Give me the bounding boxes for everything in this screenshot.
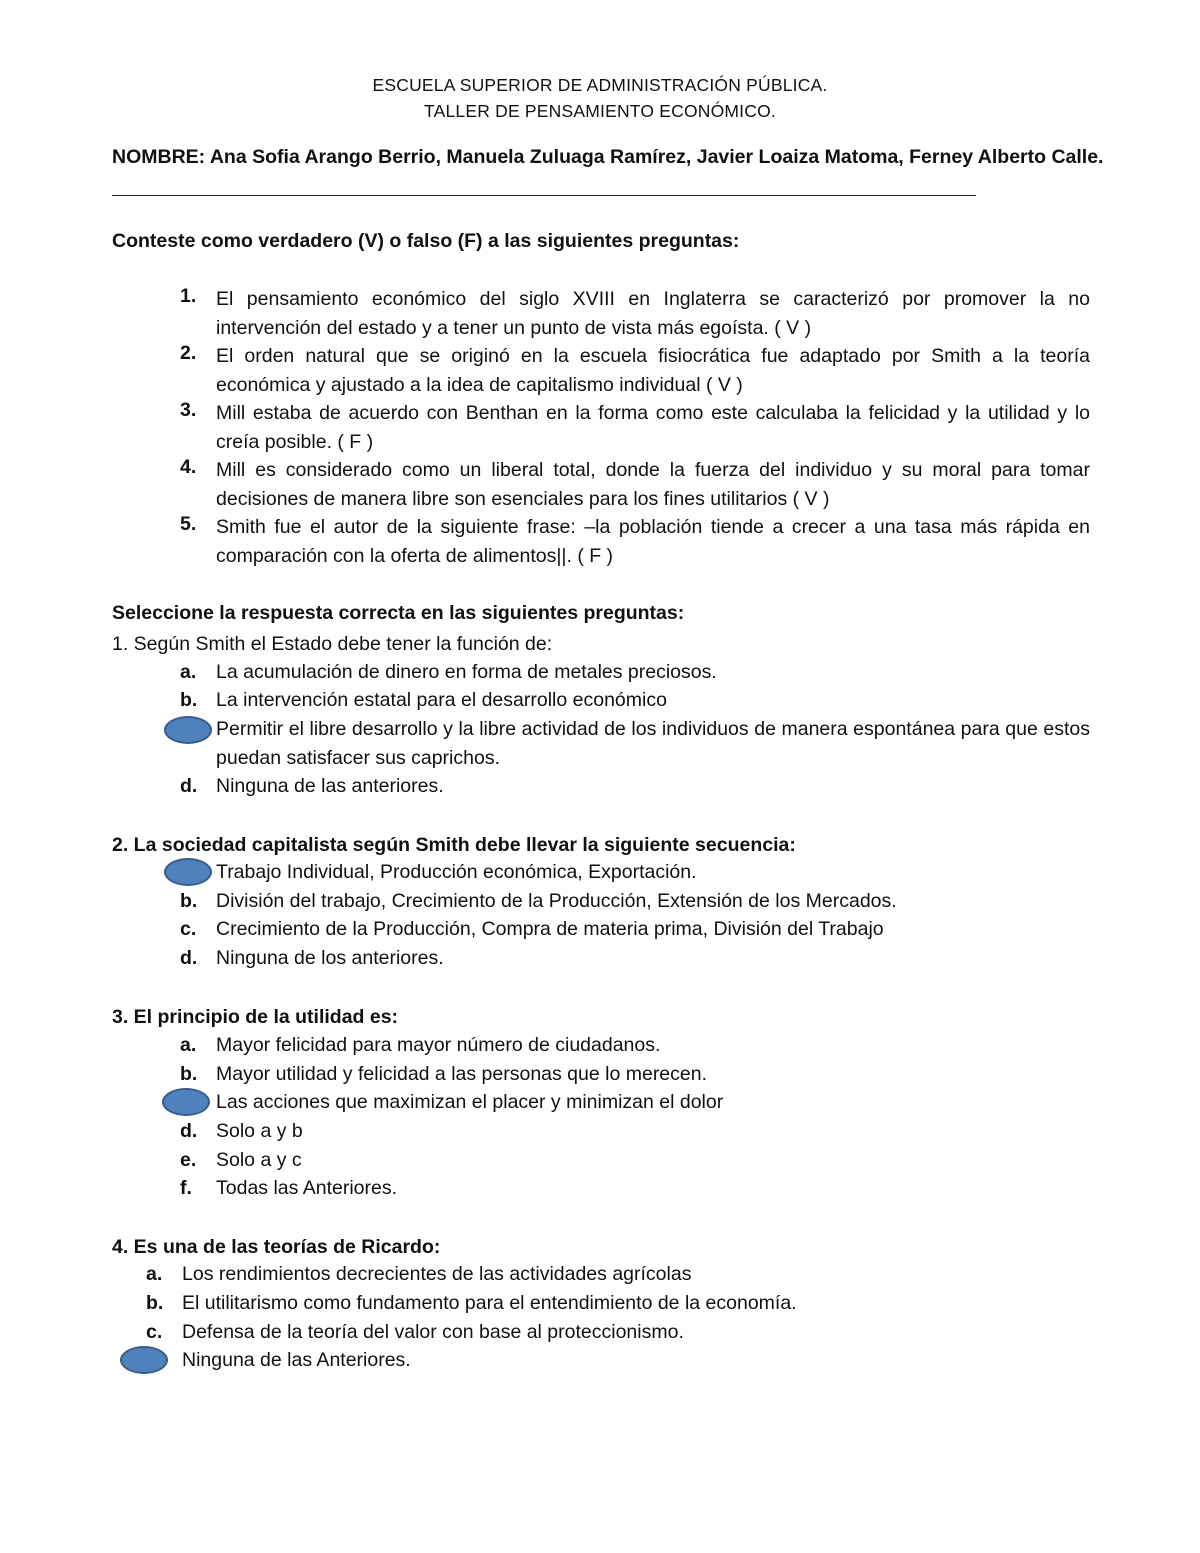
tf-item-text: El pensamiento económico del siglo XVIII en Inglaterra se caracterizó por promover la no intervención del estado y a tener un punto de vista más egoísta. ( V ) — [216, 288, 1090, 339]
option-text: Todas las Anteriores. — [216, 1177, 398, 1199]
tf-item-number: 5. — [180, 513, 197, 535]
tf-item-text: El orden natural que se originó en la escuela fisiocrática fue adaptado por Smith a la teoría económica y ajustado a la idea de capitalismo individual ( V ) — [216, 345, 1090, 396]
option-text: Mayor utilidad y felicidad a las personas que lo merecen. — [216, 1063, 708, 1085]
option-text: Crecimiento de la Producción, Compra de materia prima, División del Trabajo — [216, 918, 884, 940]
school-name: ESCUELA SUPERIOR DE ADMINISTRACIÓN PÚBLICA. — [372, 75, 828, 95]
tf-item-text: Smith fue el autor de la siguiente frase: –la población tiende a crecer a una tasa más rápida en comparación con la oferta de alimentos||. ( F ) — [216, 516, 1090, 567]
option-letter: f. — [180, 1177, 192, 1199]
tf-item-number: 4. — [180, 456, 197, 478]
tf-instruction: Conteste como verdadero (V) o falso (F) a las siguientes preguntas: — [112, 230, 740, 252]
tf-item-number: 3. — [180, 399, 197, 421]
separator-line — [112, 195, 976, 196]
option-text: Las acciones que maximizan el placer y minimizan el dolor — [216, 1091, 724, 1113]
option-letter: d. — [180, 947, 198, 969]
option-letter: b. — [180, 890, 198, 912]
tf-item — [180, 285, 1090, 342]
tf-item — [180, 456, 1090, 513]
option-letter: b. — [180, 1063, 198, 1085]
tf-item — [180, 513, 1090, 570]
answer-mark — [164, 716, 212, 744]
option-letter: c. — [146, 1321, 163, 1343]
option-letter: d. — [180, 1120, 198, 1142]
option-text: Ninguna de los anteriores. — [216, 947, 444, 969]
question-4-title: 4. Es una de las teorías de Ricardo: — [112, 1236, 441, 1258]
tf-item-text: Mill es considerado como un liberal total, donde la fuerza del individuo y su moral para tomar decisiones de manera libre son esenciales para los fines utilitarios ( V ) — [216, 459, 1090, 510]
option-letter: b. — [180, 689, 198, 711]
option-text: Trabajo Individual, Producción económica, Exportación. — [216, 861, 697, 883]
option-letter: c. — [180, 918, 197, 940]
option-text: Permitir el libre desarrollo y la libre actividad de los individuos de manera espontánea para que estos puedan satisfacer sus caprichos. — [216, 718, 1090, 769]
tf-item-text: Mill estaba de acuerdo con Benthan en la forma como este calculaba la felicidad y la utilidad y lo creía posible. ( F ) — [216, 402, 1090, 453]
option-letter: a. — [180, 1034, 197, 1056]
answer-mark — [120, 1346, 168, 1374]
student-names: NOMBRE: Ana Sofia Arango Berrio, Manuela Zuluaga Ramírez, Javier Loaiza Matoma, Ferney Alberto Calle. — [112, 146, 1104, 168]
tf-item — [180, 342, 1090, 399]
option-text: Solo a y b — [216, 1120, 303, 1142]
option-text: Ninguna de las Anteriores. — [182, 1349, 411, 1371]
workshop-title: TALLER DE PENSAMIENTO ECONÓMICO. — [424, 101, 776, 121]
answer-mark — [162, 1088, 210, 1116]
question-1-title: 1. Según Smith el Estado debe tener la función de: — [112, 633, 553, 655]
option-letter: d. — [180, 775, 198, 797]
option-letter: a. — [180, 661, 197, 683]
option-text: La intervención estatal para el desarrollo económico — [216, 689, 667, 711]
option-text: Solo a y c — [216, 1149, 302, 1171]
tf-item — [180, 399, 1090, 456]
option-text: El utilitarismo como fundamento para el entendimiento de la economía. — [182, 1292, 797, 1314]
tf-item-number: 1. — [180, 285, 197, 307]
question-3-title: 3. El principio de la utilidad es: — [112, 1006, 399, 1028]
option-text: Mayor felicidad para mayor número de ciudadanos. — [216, 1034, 661, 1056]
mc-instruction: Seleccione la respuesta correcta en las siguientes preguntas: — [112, 602, 685, 624]
tf-item-number: 2. — [180, 342, 197, 364]
option-text: Defensa de la teoría del valor con base al proteccionismo. — [182, 1321, 684, 1343]
option-text: División del trabajo, Crecimiento de la Producción, Extensión de los Mercados. — [216, 890, 897, 912]
option-text: Ninguna de las anteriores. — [216, 775, 444, 797]
option-letter: b. — [146, 1292, 164, 1314]
option-text: La acumulación de dinero en forma de metales preciosos. — [216, 661, 717, 683]
answer-mark — [164, 858, 212, 886]
option-text: Los rendimientos decrecientes de las actividades agrícolas — [182, 1263, 692, 1285]
option-letter: a. — [146, 1263, 163, 1285]
question-2-title: 2. La sociedad capitalista según Smith debe llevar la siguiente secuencia: — [112, 834, 796, 856]
option-letter: e. — [180, 1149, 197, 1171]
